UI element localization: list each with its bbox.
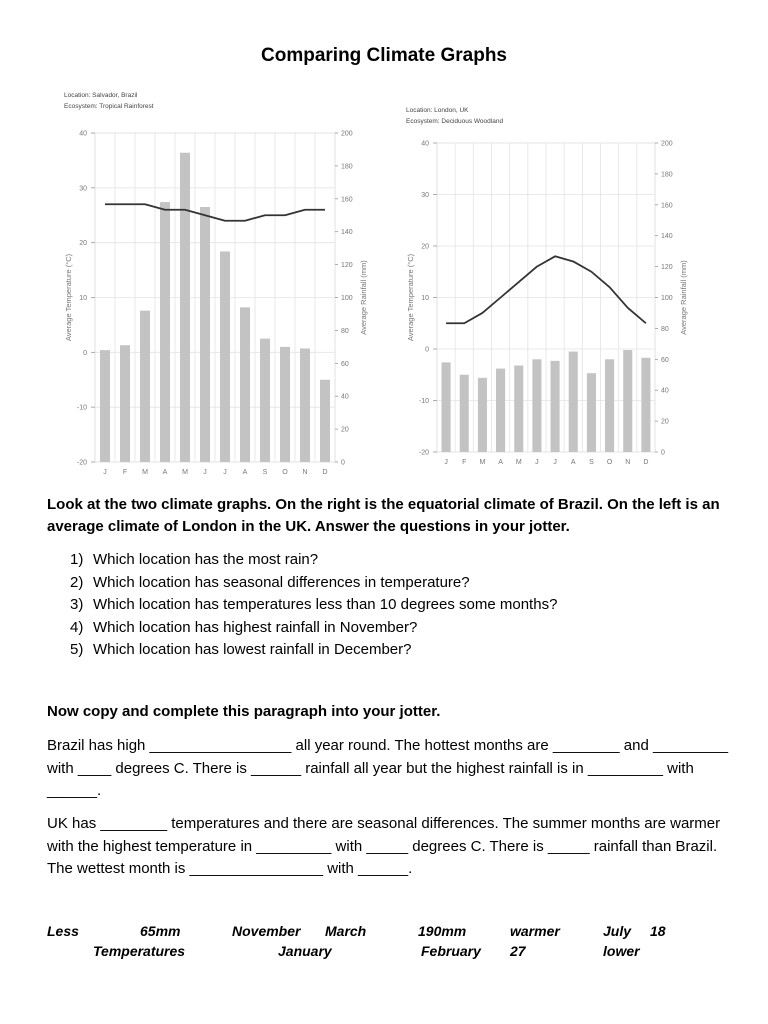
rainfall-bar xyxy=(200,207,210,462)
y-tick-label-left: 30 xyxy=(421,192,429,199)
x-tick-label: J xyxy=(103,469,107,476)
rainfall-bar xyxy=(641,358,650,452)
y-tick-label-right: 180 xyxy=(661,171,673,179)
question-item: 1) Which location has the most rain? xyxy=(70,551,319,568)
y-axis-title-left: Average Temperature (°C) xyxy=(406,253,415,342)
instructions-text: Look at the two climate graphs. On the right is the equatorial climate of Brazil. On the left is an average climate of London in the UK. Answer the questions in your jotter. xyxy=(47,496,720,535)
word-bank-word: Less xyxy=(47,923,79,939)
y-tick-label-left: 40 xyxy=(421,140,429,148)
y-tick-label-left: 0 xyxy=(425,346,429,354)
rainfall-bar xyxy=(569,352,578,452)
rainfall-bar xyxy=(120,345,130,462)
uk-paragraph: UK has ________ temperatures and there are seasonal differences. The summer months are warmer with the highest temperature in _________ with _____ degrees C. There is _____ rainfall than Brazil. The wettest month is ________________ with ______. xyxy=(47,815,721,877)
y-tick-label-right: 200 xyxy=(341,130,353,138)
rainfall-bar xyxy=(587,373,596,452)
chart-ecosystem-label: Ecosystem: Deciduous Woodland xyxy=(406,118,504,125)
y-tick-label-right: 40 xyxy=(661,387,669,395)
rainfall-bar xyxy=(551,361,560,452)
y-tick-label-left: 20 xyxy=(421,243,429,251)
word-bank-word: January xyxy=(278,943,332,959)
salvador-climate-chart xyxy=(60,85,368,480)
x-tick-label: D xyxy=(322,469,328,476)
x-tick-label: J xyxy=(535,459,539,466)
y-tick-label-right: 80 xyxy=(341,327,349,335)
y-tick-label-right: 160 xyxy=(341,196,353,204)
chart-svg xyxy=(60,85,368,480)
x-tick-label: O xyxy=(606,459,613,466)
x-tick-label: M xyxy=(182,469,188,476)
y-tick-label-left: -20 xyxy=(76,459,87,467)
word-bank-word: July xyxy=(603,923,632,939)
x-tick-label: J xyxy=(203,469,207,476)
word-bank-word: lower xyxy=(603,943,640,959)
y-tick-label-left: 10 xyxy=(421,295,429,302)
y-tick-label-right: 60 xyxy=(341,360,349,368)
y-tick-label-left: -10 xyxy=(418,398,429,405)
y-tick-label-right: 100 xyxy=(341,295,353,302)
rainfall-bar xyxy=(514,365,523,452)
y-tick-label-right: 180 xyxy=(341,163,353,171)
x-tick-label: A xyxy=(242,469,248,476)
rainfall-bar xyxy=(532,359,541,452)
y-tick-label-right: 60 xyxy=(661,356,669,364)
question-item: 5) Which location has lowest rainfall in December? xyxy=(70,641,412,658)
x-tick-label: J xyxy=(444,459,448,466)
chart-location-label: Location: Salvador, Brazil xyxy=(64,92,138,99)
rainfall-bar xyxy=(320,380,330,462)
rainfall-bar xyxy=(623,350,632,452)
x-tick-label: A xyxy=(498,459,503,466)
word-bank-word: 18 xyxy=(650,923,666,939)
chart-svg xyxy=(402,100,700,480)
y-tick-label-right: 100 xyxy=(661,295,673,302)
x-tick-label: N xyxy=(302,469,308,476)
y-axis-title-right: Average Rainfall (mm) xyxy=(679,260,688,335)
word-bank-word: February xyxy=(421,943,481,959)
rainfall-bar xyxy=(160,202,170,462)
copy-instruction: Now copy and complete this paragraph into your jotter. xyxy=(47,703,441,720)
rainfall-bar xyxy=(260,339,270,462)
y-tick-label-right: 40 xyxy=(341,393,349,401)
y-tick-label-right: 200 xyxy=(661,140,673,148)
question-item: 4) Which location has highest rainfall in November? xyxy=(70,618,418,636)
x-tick-label: A xyxy=(162,469,168,476)
rainfall-bar xyxy=(240,307,250,462)
y-tick-label-right: 160 xyxy=(661,202,673,210)
question-list xyxy=(70,549,557,662)
rainfall-bar xyxy=(140,311,150,462)
y-tick-label-right: 120 xyxy=(661,264,673,272)
y-tick-label-right: 20 xyxy=(341,426,349,434)
rainfall-bar xyxy=(460,375,469,452)
x-tick-label: N xyxy=(625,459,631,466)
x-tick-label: D xyxy=(643,459,649,466)
x-tick-label: S xyxy=(589,459,594,466)
word-bank-word: November xyxy=(232,923,301,939)
rainfall-bar xyxy=(100,350,110,462)
rainfall-bar xyxy=(220,251,230,462)
y-tick-label-right: 80 xyxy=(661,325,669,333)
x-tick-label: F xyxy=(462,459,467,466)
chart-location-label: Location: London, UK xyxy=(406,107,469,114)
y-tick-label-right: 20 xyxy=(661,418,669,426)
x-tick-label: S xyxy=(262,469,268,476)
rainfall-bar xyxy=(300,348,310,462)
y-tick-label-left: -20 xyxy=(418,449,429,457)
rainfall-bar xyxy=(280,347,290,462)
chart-ecosystem-label: Ecosystem: Tropical Rainforest xyxy=(64,103,154,110)
y-tick-label-left: 40 xyxy=(79,130,87,138)
x-tick-label: M xyxy=(515,459,522,466)
x-tick-label: J xyxy=(223,469,227,476)
rainfall-bar xyxy=(180,153,190,462)
y-tick-label-left: 20 xyxy=(79,240,87,248)
word-bank-word: March xyxy=(325,923,367,939)
x-tick-label: O xyxy=(282,469,288,476)
x-tick-label: M xyxy=(479,459,486,466)
rainfall-bar xyxy=(496,369,505,452)
word-bank-word: 190mm xyxy=(418,923,467,939)
y-tick-label-right: 140 xyxy=(661,233,673,241)
london-climate-chart xyxy=(402,100,700,480)
y-axis-title-right: Average Rainfall (mm) xyxy=(359,260,368,335)
y-tick-label-right: 140 xyxy=(341,229,353,237)
y-tick-label-right: 0 xyxy=(341,459,345,467)
page-title: Comparing Climate Graphs xyxy=(261,45,507,66)
y-tick-label-right: 120 xyxy=(341,262,353,270)
rainfall-bar xyxy=(605,359,614,452)
word-bank-word: 27 xyxy=(510,943,526,959)
rainfall-bar xyxy=(478,378,487,452)
word-bank-word: warmer xyxy=(510,923,560,939)
y-axis-title-left: Average Temperature (°C) xyxy=(64,253,73,342)
x-tick-label: M xyxy=(142,469,148,476)
brazil-paragraph: Brazil has high _________________ all year round. The hottest months are ________ and _________ with ____ degrees C. There is ______ rainfall all year but the highest rainfall is in _________ with ______. xyxy=(47,737,729,799)
rainfall-bar xyxy=(442,362,451,452)
word-bank-word: Temperatures xyxy=(93,943,186,959)
x-tick-label: J xyxy=(553,459,557,466)
y-tick-label-left: 0 xyxy=(83,349,87,357)
question-item: 2) Which location has seasonal differences in temperature? xyxy=(70,573,470,591)
x-tick-label: F xyxy=(122,469,128,476)
x-tick-label: A xyxy=(570,459,576,466)
y-tick-label-right: 0 xyxy=(661,449,665,457)
word-bank-word: 65mm xyxy=(140,923,181,939)
y-tick-label-left: 30 xyxy=(79,185,87,193)
question-item: 3) Which location has temperatures less than 10 degrees some months? xyxy=(70,596,558,613)
y-tick-label-left: -10 xyxy=(76,404,87,412)
y-tick-label-left: 10 xyxy=(79,295,87,302)
